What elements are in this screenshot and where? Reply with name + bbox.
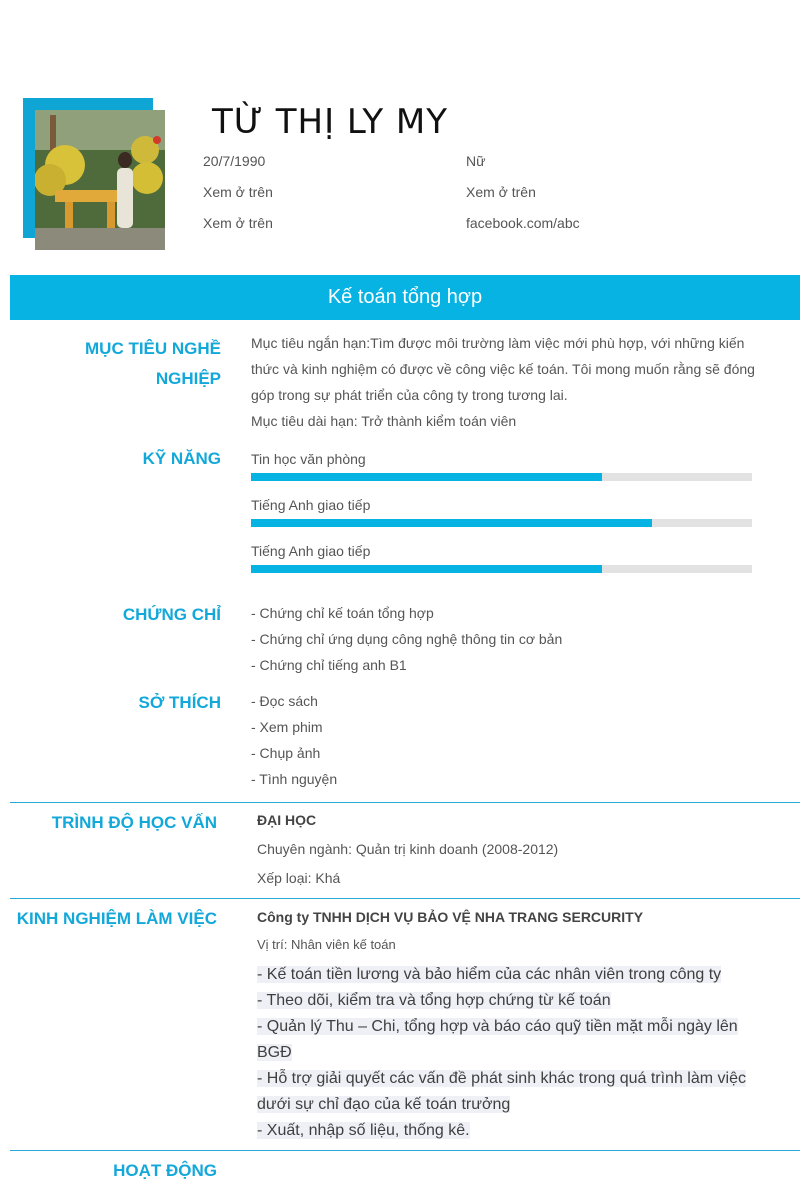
address-value: Xem ở trên — [203, 215, 273, 231]
skills-heading: KỸ NĂNG — [142, 449, 221, 468]
list-item: - Kế toán tiền lương và bảo hiểm của các nhân viên trong công ty — [257, 966, 722, 983]
list-item: - Đọc sách — [251, 693, 318, 709]
experience-block — [257, 903, 643, 959]
phone-value: Xem ở trên — [203, 184, 273, 200]
list-item: - Tình nguyện — [251, 771, 338, 787]
position-banner: Kế toán tổng hợp — [10, 275, 800, 320]
skill-label: Tiếng Anh giao tiếp — [251, 497, 371, 513]
gender-value: Nữ — [466, 153, 486, 169]
email-value: Xem ở trên — [466, 184, 536, 200]
certs-heading: CHỨNG CHỈ — [122, 605, 221, 624]
dob-value: 20/7/1990 — [203, 153, 266, 169]
list-item: - Chứng chỉ ứng dụng công nghệ thông tin cơ bản — [251, 631, 563, 647]
skill-label: Tin học văn phòng — [251, 451, 366, 467]
education-heading: TRÌNH ĐỘ HỌC VẤN — [51, 813, 217, 832]
company-name: Công ty TNHH DỊCH VỤ BẢO VỆ NHA TRANG SERCURITY — [257, 909, 644, 925]
facebook-link[interactable]: facebook.com/abc — [466, 215, 580, 231]
activities-heading: HOẠT ĐỘNG — [113, 1161, 217, 1180]
skill-bar-fill — [251, 473, 602, 481]
candidate-name: TỪ THỊ LY MY — [212, 102, 449, 142]
list-item: - Theo dõi, kiểm tra và tổng hợp chứng từ kế toán — [257, 992, 611, 1009]
list-item: - Xuất, nhập số liệu, thống kê. — [257, 1122, 470, 1139]
list-item: - Chứng chỉ kế toán tổng hợp — [251, 605, 434, 621]
avatar — [35, 110, 165, 250]
education-level: ĐẠI HỌC — [257, 812, 317, 828]
education-major: Chuyên ngành: Quản trị kinh doanh (2008-2012) — [257, 841, 559, 857]
job-role: Vị trí: Nhân viên kế toán — [257, 937, 396, 952]
certs-list — [251, 600, 562, 678]
divider — [10, 802, 800, 803]
list-item: - Hỗ trợ giải quyết các vấn đề phát sinh khác trong quá trình làm việc dưới sự chỉ đạo của kế toán trưởng — [257, 1070, 746, 1113]
skill-bar — [251, 473, 752, 481]
skill-label: Tiếng Anh giao tiếp — [251, 543, 371, 559]
hobbies-heading: SỞ THÍCH — [138, 693, 221, 712]
divider — [10, 898, 800, 899]
list-item: - Chụp ảnh — [251, 745, 321, 761]
skill-bar — [251, 565, 752, 573]
experience-heading: KINH NGHIỆM LÀM VIỆC — [16, 909, 217, 928]
education-grade: Xếp loại: Khá — [257, 870, 341, 886]
objective-heading: MỤC TIÊU NGHỀ NGHIỆP — [85, 339, 221, 388]
skill-bar-fill — [251, 565, 602, 573]
hobbies-list — [251, 688, 337, 792]
divider — [10, 1150, 800, 1151]
skill-bar — [251, 519, 752, 527]
list-item: - Quản lý Thu – Chi, tổng hợp và báo cáo quỹ tiền mặt mỗi ngày lên BGĐ — [257, 1018, 738, 1061]
education-block — [257, 806, 558, 893]
list-item: - Chứng chỉ tiếng anh B1 — [251, 657, 407, 673]
list-item: - Xem phim — [251, 719, 323, 735]
skill-bar-fill — [251, 519, 652, 527]
objective-text: Mục tiêu ngắn hạn:Tìm được môi trường làm việc mới phù hợp, với những kiến thức và kinh nghiệm có được về công việc kế toán. Tôi mong muốn rằng sẽ đóng góp trong sự phát triển của công ty trong tương lai. Mục tiêu dài hạn: Trở thành kiểm toán viên — [251, 335, 755, 429]
duties-list — [257, 962, 747, 1144]
